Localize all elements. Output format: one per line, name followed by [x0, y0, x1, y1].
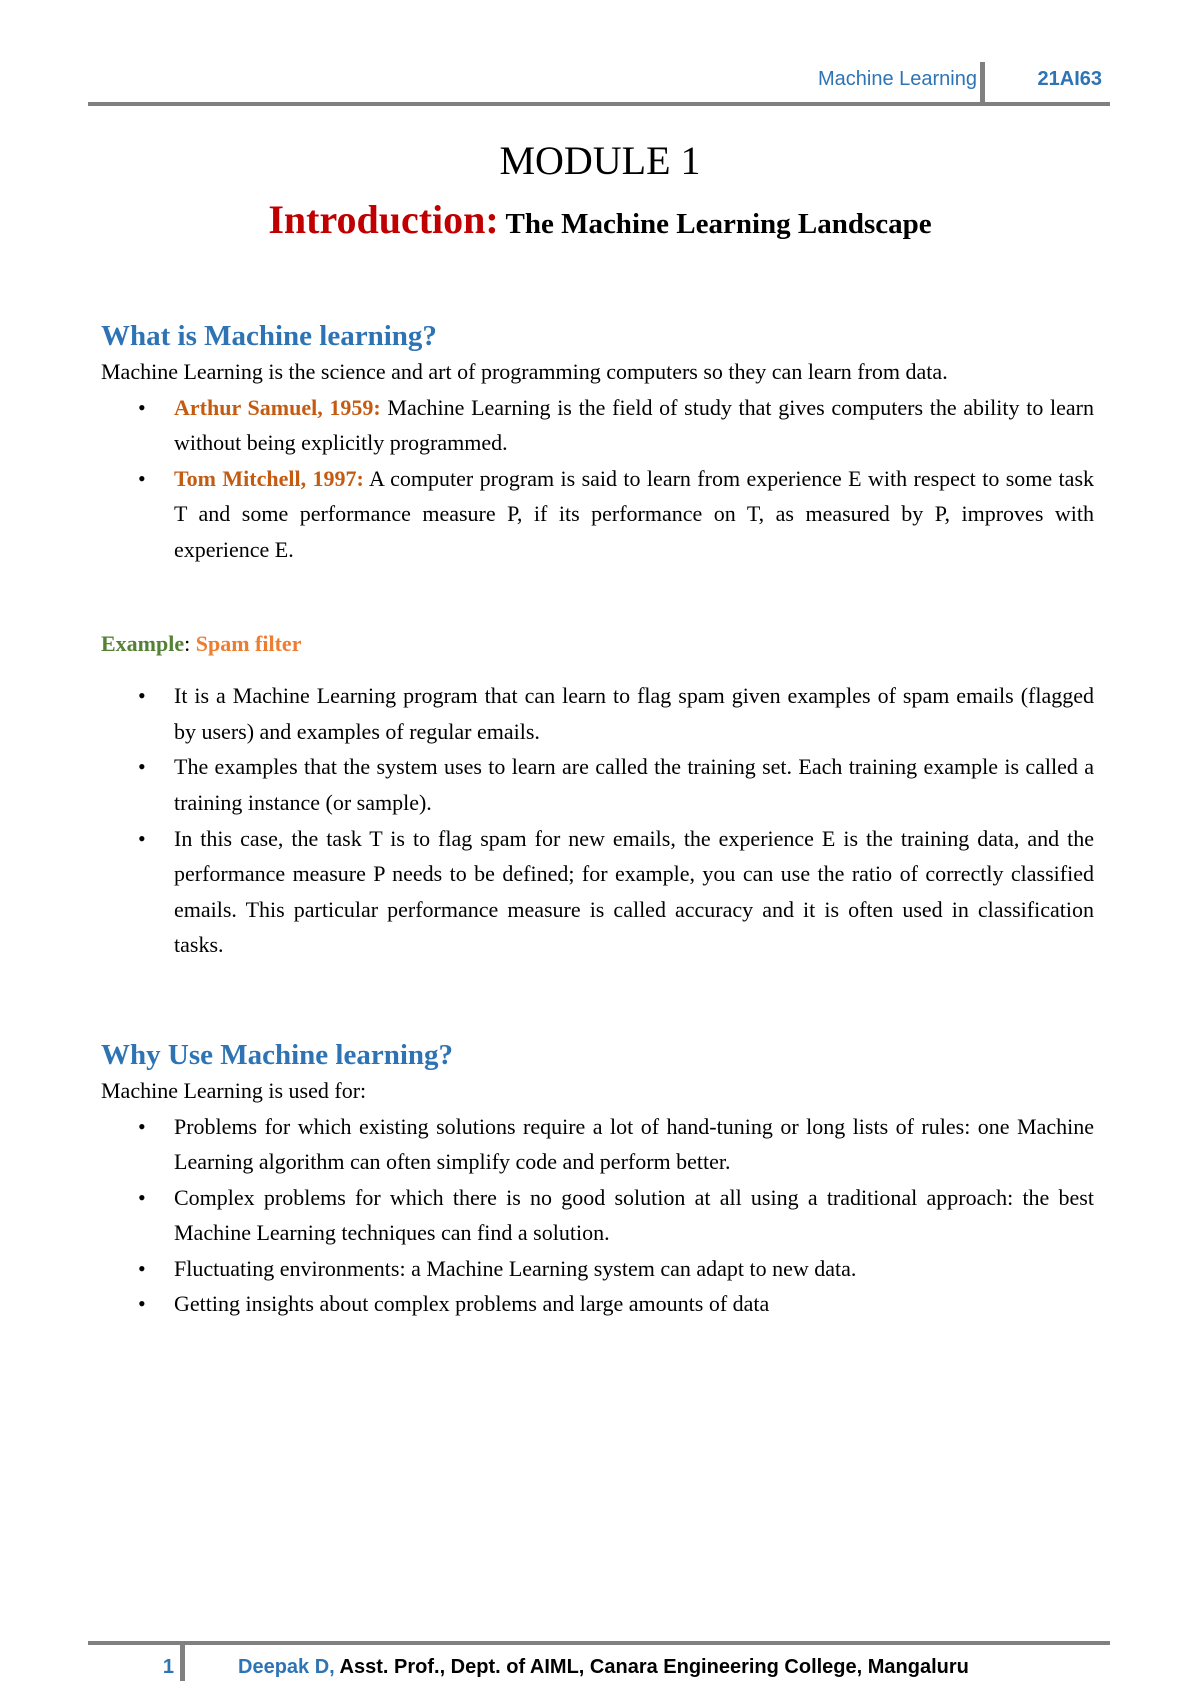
definition-list [101, 390, 1094, 568]
list-item-text: It is a Machine Learning program that can learn to flag spam given examples of spam emails (flagged by users) and examples of regular emails. [174, 683, 1094, 744]
subtitle-rest: The Machine Learning Landscape [498, 208, 932, 240]
list-item [101, 678, 1094, 749]
bullet-icon: • [138, 1184, 146, 1210]
definition-text: A computer program is said to learn from experience E with respect to some task T and some performance measure P, if its performance on T, as measured by P, improves with experience E. [174, 465, 1095, 562]
list-item-text: Problems for which existing solutions require a lot of hand-tuning or long lists of rules: one Machine Learning algorithm can often simplify code and perform better. [174, 1113, 1094, 1175]
page-number: 1 [162, 1656, 174, 1678]
footer-rule [88, 1641, 1110, 1645]
header-course-title: Machine Learning [818, 68, 977, 90]
section-heading-why-use-ml: Why Use Machine learning? [101, 1038, 454, 1071]
section-intro-what-is-ml: Machine Learning is the science and art of programming computers so they can learn from data. [101, 359, 948, 384]
list-item-text: In this case, the task T is to flag spam for new emails, the experience E is the training data, and the performance measure P needs to be defined; for example, you can use the ratio of correctly classified emails. This particular performance measure is called accuracy and it is often used in classification tasks. [174, 825, 1094, 958]
footer-affiliation: Asst. Prof., Dept. of AIML, Canara Engineering College, Mangaluru [339, 1656, 969, 1678]
list-item-text: The examples that the system uses to learn are called the training set. Each training example is called a training instance (or sample). [174, 754, 1094, 815]
list-item [101, 1109, 1094, 1180]
footer-divider [180, 1645, 185, 1681]
module-subtitle [0, 195, 1200, 249]
list-item-text: Fluctuating environments: a Machine Learning system can adapt to new data. [174, 1255, 857, 1281]
list-item [101, 461, 1094, 568]
definition-author: Arthur Samuel, 1959: [174, 394, 381, 420]
section-intro-why-use-ml: Machine Learning is used for: [101, 1077, 367, 1103]
bullet-icon: • [138, 683, 146, 709]
definition-author: Tom Mitchell, 1997: [174, 465, 364, 491]
bullet-icon: • [138, 1255, 146, 1281]
example-topic: Spam filter [195, 630, 302, 656]
bullet-icon: • [138, 465, 146, 491]
definition-text: Machine Learning is the field of study that gives computers the ability to learn without being explicitly programmed. [174, 394, 1094, 456]
list-item [101, 1251, 1094, 1287]
section-heading-what-is-ml: What is Machine learning? [101, 320, 437, 352]
bullet-icon: • [138, 1113, 146, 1139]
bullet-icon: • [138, 754, 146, 780]
page-header [88, 62, 1110, 106]
bullet-icon: • [138, 394, 146, 420]
bullet-icon: • [138, 1291, 146, 1317]
list-item [101, 821, 1094, 963]
uses-list [101, 1109, 1094, 1323]
list-item-text: Getting insights about complex problems and large amounts of data [174, 1291, 770, 1317]
header-divider [980, 62, 985, 104]
example-label: Example [101, 630, 185, 656]
example-separator: : [184, 630, 196, 656]
subtitle-lead: Introduction: [268, 197, 499, 242]
document-body [101, 318, 1094, 1322]
list-item [101, 390, 1094, 461]
footer-credit [238, 1656, 969, 1679]
list-item [101, 1286, 1094, 1322]
module-title: MODULE 1 [499, 138, 701, 183]
header-rule [88, 102, 1110, 106]
example-list [101, 678, 1094, 963]
header-course-code: 21AI63 [1037, 68, 1102, 90]
example-heading [101, 626, 1094, 662]
list-item-text: Complex problems for which there is no good solution at all using a traditional approach: the best Machine Learning techniques can find a solution. [174, 1184, 1094, 1246]
page-footer [88, 1641, 1110, 1683]
footer-author: Deepak D, [238, 1656, 335, 1678]
bullet-icon: • [138, 825, 146, 851]
list-item [101, 1180, 1094, 1251]
list-item [101, 749, 1094, 820]
